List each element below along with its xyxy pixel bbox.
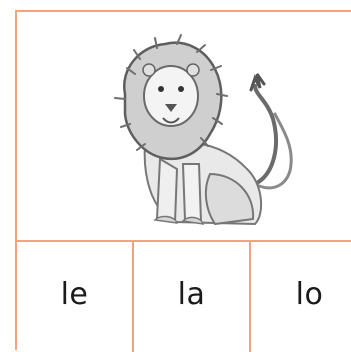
syllable-cell-1[interactable]	[17, 242, 134, 352]
lion-icon	[105, 34, 295, 229]
worksheet-card	[15, 10, 351, 350]
syllable-text: lo	[295, 276, 324, 312]
syllable-cell-2[interactable]	[134, 242, 251, 352]
picture-cell	[17, 12, 351, 242]
syllable-text: le	[60, 276, 89, 312]
syllable-row	[17, 242, 351, 352]
syllable-cell-3[interactable]	[251, 242, 351, 352]
syllable-text: la	[177, 276, 206, 312]
